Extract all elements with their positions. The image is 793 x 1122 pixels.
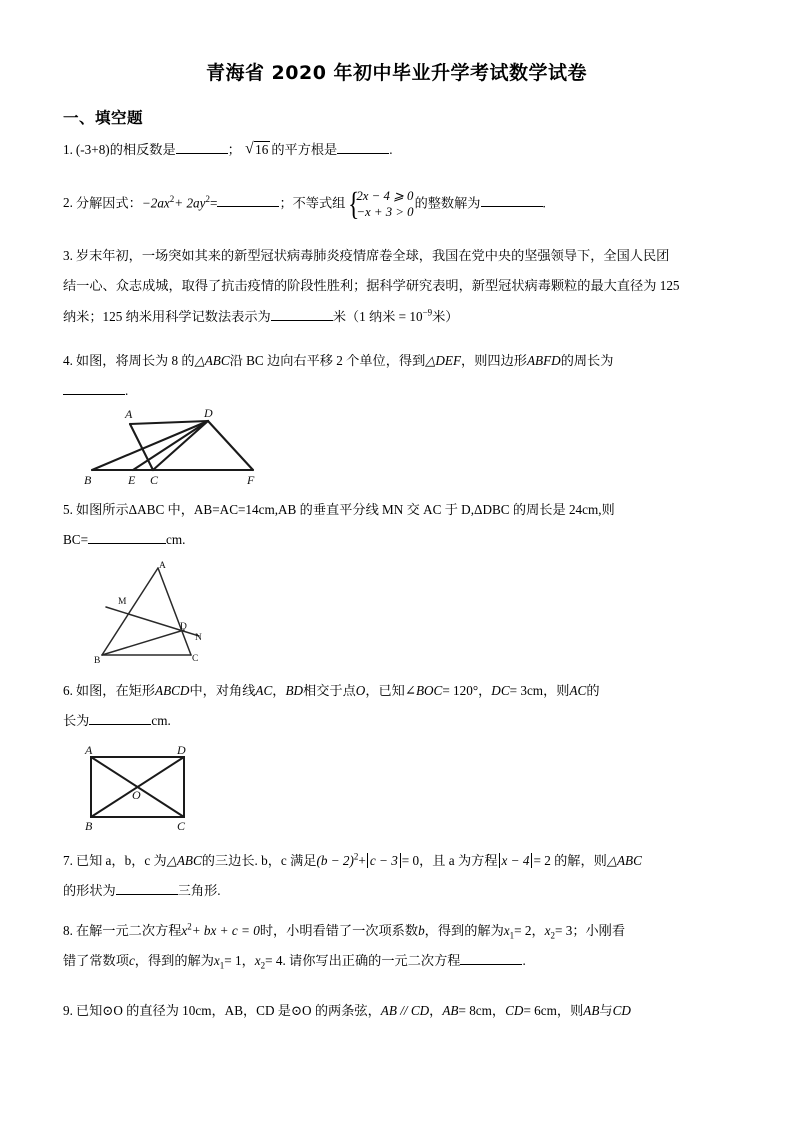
fig5-label-D: D [180, 622, 187, 632]
q8-sol-2-val: = 3 [554, 923, 573, 938]
inequality-row-1: 2x − 4 ⩾ 0 [356, 189, 414, 203]
q6-dc: DC [491, 683, 510, 698]
q2-text-b: ；不等式组 [279, 195, 346, 211]
answer-blank[interactable] [89, 712, 151, 726]
q5-text-b: cm. [166, 532, 186, 548]
fig4-label-D: D [204, 406, 213, 420]
q7-expr-c: = 0，且 a 为方程 [401, 853, 498, 868]
question-number: 4. [63, 353, 73, 368]
fig4-label-E: E [128, 473, 136, 486]
q7-expr-a: (b − 2) [316, 853, 354, 868]
q8-text-i: . 请你写出正确的一元二次方程 [282, 953, 461, 969]
q7-text-c: 的形状为 [63, 883, 116, 899]
q8-text-e: ；小刚看 [572, 923, 626, 938]
q8-text-b: 时，小明看错了一次项系数 [259, 923, 419, 938]
question-number: 8. [63, 923, 73, 938]
q9-parallel: AB // CD [380, 1003, 430, 1018]
fig4-label-F: F [247, 473, 255, 486]
q3-exponent: −9 [422, 307, 433, 318]
fig5-label-M: M [118, 597, 127, 607]
answer-blank[interactable] [271, 307, 333, 321]
q8-eq-sup: 2 [187, 921, 192, 932]
fig6-label-D: D [177, 744, 186, 757]
q6-text-f: = 120°， [442, 683, 492, 698]
q8-text-h: ， [241, 953, 255, 969]
q2-expr-c: = [210, 195, 218, 211]
q9-text-e: 与 [599, 1003, 613, 1018]
q8-sol-1-sub: 1 [509, 930, 515, 941]
q8-sol-1-val: = 2 [514, 923, 532, 938]
answer-blank[interactable] [116, 882, 178, 896]
question-number: 9. [63, 1003, 73, 1018]
question-7 [63, 851, 735, 902]
q7-abs-2: x − 4 [499, 853, 533, 868]
question-number: 2. [63, 195, 73, 211]
q8-sol-3: x [213, 953, 220, 969]
q8-sol-4-sub: 2 [260, 961, 266, 972]
q8-sol-3-sub: 1 [219, 961, 225, 972]
fig6-label-B: B [85, 819, 93, 832]
figure-question-6 [78, 744, 200, 832]
q8-text-d: ， [531, 923, 545, 938]
q3-line-3-b: 米（1 纳米 = 10 [332, 308, 423, 324]
radical-sign: √ [245, 140, 254, 158]
q9-text-d: = 6cm，则 [523, 1003, 584, 1018]
q2-text-c: 的整数解为 [414, 195, 481, 211]
q7-text-b: 的三边长. b，c 满足 [201, 853, 317, 868]
section-heading: 一、填空题 [63, 109, 144, 127]
q7-expr-d: = 2 的解，则 [533, 853, 607, 868]
q8-eq-x: x [181, 923, 188, 938]
q2-expr-a-sup: 2 [169, 194, 175, 205]
q4-text-a: 如图，将周长为 8 的 [75, 353, 195, 368]
q8-text-g: ，得到的解为 [134, 953, 214, 969]
answer-blank[interactable] [63, 382, 125, 396]
figure-question-4 [78, 404, 268, 486]
fig5-label-B: B [94, 656, 101, 664]
q8-sol-1: x [503, 923, 510, 938]
q6-text-b: 中，对角线 [189, 683, 256, 698]
q5-text-a: BC= [63, 532, 89, 548]
fig6-label-A: A [85, 744, 93, 757]
fig5-label-N: N [195, 633, 202, 643]
q2-text-d: . [542, 195, 546, 211]
q2-expr-b-sup: 2 [205, 194, 210, 205]
q4-triangle-def: △DEF [425, 353, 462, 368]
q4-text-c: ，则四边形 [461, 353, 527, 368]
q8-sol-2: x [544, 923, 551, 938]
q9-text-c: = 8cm， [458, 1003, 506, 1018]
q7-triangle-2: △ABC [606, 853, 642, 868]
question-number: 5. [63, 502, 73, 517]
answer-blank[interactable] [481, 194, 543, 208]
q6-text-d: 相交于点 [303, 683, 356, 698]
q4-text-b: 沿 BC 边向右平移 2 个单位，得到 [229, 353, 426, 368]
question-4 [63, 351, 735, 402]
fig6-label-O: O [132, 788, 141, 802]
fig4-label-C: C [150, 473, 159, 486]
q4-triangle-abc: △ABC [194, 353, 230, 368]
question-8 [63, 921, 735, 972]
q8-sol-4: x [254, 953, 261, 969]
figure-question-5 [92, 558, 272, 664]
answer-blank[interactable] [337, 140, 389, 154]
q1-text-a: (-3+8)的相反数是 [75, 142, 176, 157]
q2-text-a: 分解因式： [75, 195, 142, 211]
question-6 [63, 681, 735, 732]
question-3 [63, 246, 735, 327]
sqrt-16 [245, 140, 270, 160]
q9-cd: CD [505, 1003, 524, 1018]
fig4-label-B: B [84, 473, 92, 486]
q8-sol-4-val: = 4 [265, 953, 283, 969]
q8-text-c: ，得到的解为 [424, 923, 504, 938]
q7-abs-1: c − 3 [367, 853, 401, 868]
radicand: 16 [255, 142, 269, 157]
answer-blank[interactable] [217, 194, 279, 208]
q4-text-e: . [125, 383, 129, 399]
q6-text-e: ，已知∠ [365, 683, 416, 698]
q7-triangle-1: △ABC [166, 853, 202, 868]
q4-text-d: 的周长为 [560, 353, 614, 368]
q1-text-c: 的平方根是 [271, 142, 338, 157]
q3-line-3-a: 纳米；125 纳米用科学记数法表示为 [63, 308, 271, 324]
q4-quad-abfd: ABFD [526, 353, 561, 368]
question-5 [63, 500, 735, 551]
q9-ab-2: AB [583, 1003, 600, 1018]
q8-text-f: 错了常数项 [63, 953, 129, 969]
q6-diag-1: AC [255, 683, 273, 698]
q3-line-1: 岁末年初，一场突如其来的新型冠状病毒肺炎疫情席卷全球，我国在党中央的坚强领导下，全国人民团 [75, 248, 670, 263]
inequality-row-2: −x + 3 > 0 [356, 205, 414, 220]
q1-text-d: . [389, 142, 393, 157]
q2-expr-b: + 2ay [174, 195, 206, 211]
left-brace: { [348, 186, 360, 223]
fig5-label-A: A [159, 561, 166, 571]
question-1 [63, 140, 735, 160]
question-number: 7. [63, 853, 73, 868]
q6-text-a: 如图，在矩形 [75, 683, 156, 698]
q6-text-h: 的 [586, 683, 600, 698]
q6-point-o: O [355, 683, 366, 698]
question-9 [63, 1001, 735, 1021]
question-number: 3. [63, 248, 73, 263]
q6-text-i: 长为 [63, 713, 90, 729]
q6-ac: AC [569, 683, 587, 698]
q8-text-a: 在解一元二次方程 [75, 923, 182, 938]
fig4-label-A: A [125, 407, 133, 421]
fig5-label-C: C [192, 654, 199, 664]
q7-text-a: 已知 a，b，c 为 [75, 853, 167, 868]
q6-rect: ABCD [155, 683, 190, 698]
q6-diag-2: BD [285, 683, 304, 698]
q3-line-3-c: 米） [432, 308, 459, 324]
q9-ab: AB [442, 1003, 459, 1018]
q8-text-j: . [522, 953, 526, 969]
q8-eq-rest: + bx + c = 0 [191, 923, 260, 938]
q5-line-1: 如图所示ΔABC 中，AB=AC=14cm,AB 的垂直平分线 MN 交 AC 于 D,ΔDBC 的周长是 24cm,则 [75, 502, 615, 517]
answer-blank[interactable] [88, 531, 166, 545]
question-number: 1. [63, 142, 73, 157]
fig6-label-C: C [177, 819, 186, 832]
q6-text-g: = 3cm，则 [509, 683, 570, 698]
question-2 [63, 188, 735, 221]
q9-text-a: 已知⊙O 的直径为 10cm，AB，CD 是⊙O 的两条弦， [75, 1003, 381, 1018]
q1-sep: ； [227, 142, 241, 157]
q8-var-b: b [418, 923, 425, 938]
q8-var-c: c [128, 953, 135, 969]
q7-expr-a-sup: 2 [353, 851, 359, 862]
inequality-system [346, 188, 413, 221]
page-title: 青海省 2020 年初中毕业升学考试数学试卷 [205, 62, 588, 84]
q3-line-2: 结一心、众志成城，取得了抗击疫情的阶段性胜利；据科学研究表明，新型冠状病毒颗粒的最大直径为 125 [63, 278, 680, 294]
q6-text-j: cm. [151, 713, 171, 729]
q7-text-d: 三角形. [177, 883, 221, 899]
q6-text-c: ， [272, 683, 286, 698]
q9-cd-2: CD [612, 1003, 631, 1018]
answer-blank[interactable] [176, 140, 228, 154]
q8-sol-2-sub: 2 [550, 930, 555, 941]
answer-blank[interactable] [460, 952, 522, 966]
q7-expr-b: + [358, 853, 366, 868]
q2-expr-a: −2ax [141, 195, 170, 211]
q6-angle-name: BOC [415, 683, 443, 698]
q8-sol-3-val: = 1 [224, 953, 242, 969]
question-number: 6. [63, 683, 73, 698]
q9-text-b: ， [429, 1003, 443, 1018]
